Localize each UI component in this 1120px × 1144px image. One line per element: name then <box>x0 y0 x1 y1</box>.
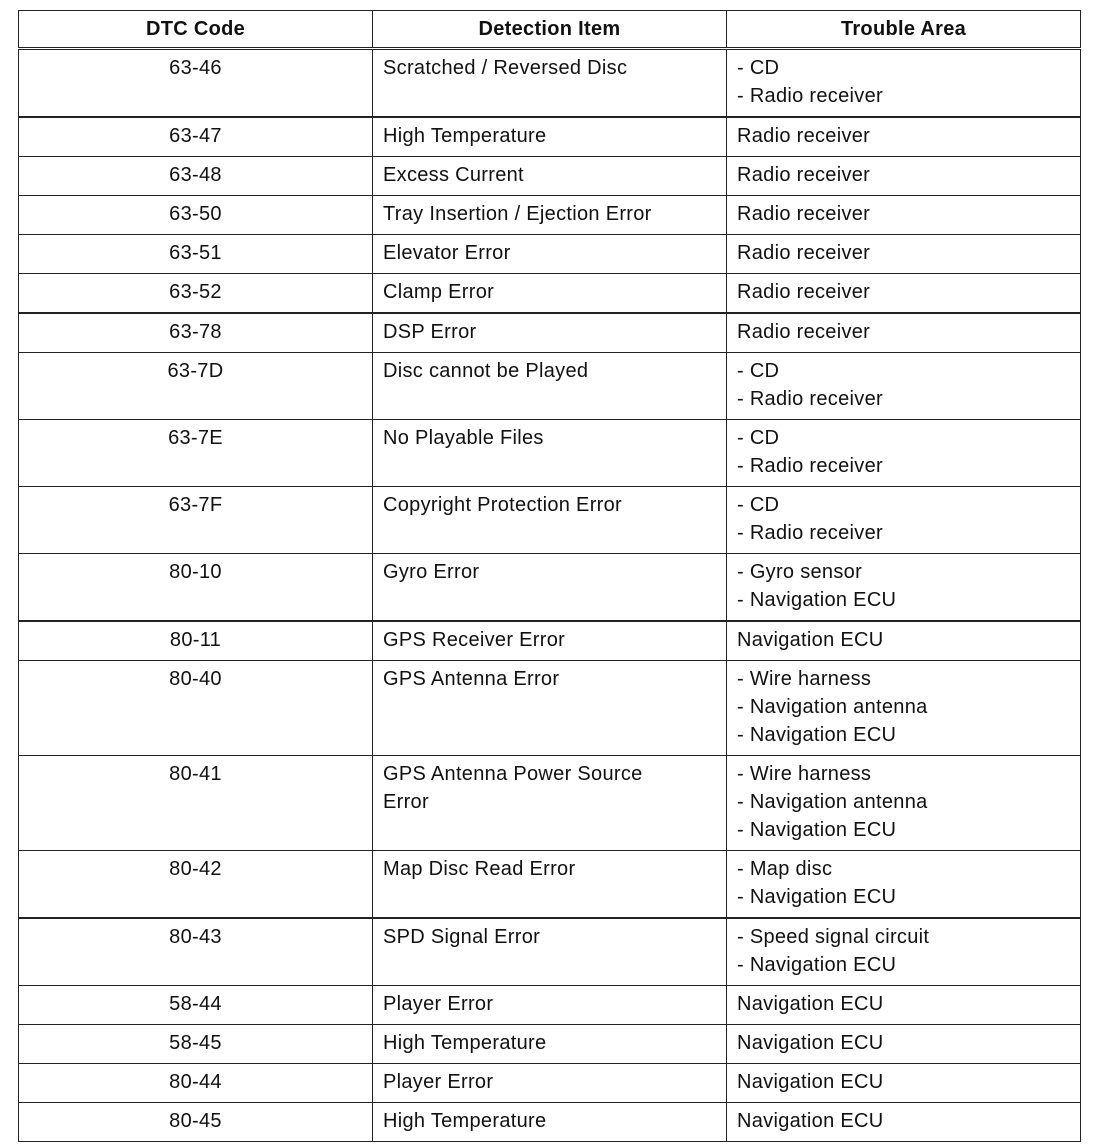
table-row <box>19 986 1081 1025</box>
dtc-code-cell: 80-41 <box>19 756 373 851</box>
trouble-area-text: - Radio receiver <box>737 388 883 410</box>
trouble-area-text: - Navigation ECU <box>737 724 897 746</box>
trouble-area-text: Navigation ECU <box>737 993 884 1015</box>
dtc-code-cell: 80-44 <box>19 1064 373 1103</box>
table-row <box>19 117 1081 157</box>
detection-item-text: Copyright Protection Error <box>383 494 623 516</box>
trouble-area-text: - Gyro sensor <box>737 561 863 583</box>
trouble-area-cell <box>727 621 1081 661</box>
trouble-area-cell <box>727 235 1081 274</box>
header-row <box>19 11 1081 49</box>
dtc-code-cell: 63-7D <box>19 353 373 420</box>
trouble-area-text: - Speed signal circuit <box>737 926 930 948</box>
detection-item-text: No Playable Files <box>383 427 544 449</box>
table-row <box>19 313 1081 353</box>
table-row <box>19 487 1081 554</box>
trouble-area-text: Radio receiver <box>737 321 871 343</box>
detection-item-cell <box>373 196 727 235</box>
trouble-area-cell <box>727 157 1081 196</box>
detection-item-text: GPS Antenna Error <box>383 668 560 690</box>
detection-item-text: Disc cannot be Played <box>383 360 589 382</box>
dtc-code-cell: 80-40 <box>19 661 373 756</box>
trouble-area-cell <box>727 554 1081 622</box>
trouble-area-cell <box>727 196 1081 235</box>
detection-item-cell <box>373 274 727 314</box>
table-row <box>19 196 1081 235</box>
detection-item-cell <box>373 756 727 851</box>
table-row <box>19 353 1081 420</box>
trouble-area-text: - Navigation antenna <box>737 791 928 813</box>
trouble-area-text: Navigation ECU <box>737 1071 884 1093</box>
trouble-area-text: - Navigation antenna <box>737 696 928 718</box>
detection-item-text: Player Error <box>383 1071 494 1093</box>
detection-item-cell <box>373 157 727 196</box>
dtc-table <box>18 10 1081 1142</box>
trouble-area-cell <box>727 851 1081 919</box>
dtc-code-cell: 63-50 <box>19 196 373 235</box>
dtc-code-cell: 80-42 <box>19 851 373 919</box>
detection-item-cell <box>373 851 727 919</box>
dtc-code-cell: 63-78 <box>19 313 373 353</box>
trouble-area-cell <box>727 1025 1081 1064</box>
trouble-area-text: - Wire harness <box>737 763 872 785</box>
trouble-area-text: - Map disc <box>737 858 833 880</box>
trouble-area-text: - CD <box>737 427 780 449</box>
detection-item-cell <box>373 49 727 118</box>
dtc-code-cell: 58-44 <box>19 986 373 1025</box>
table-header <box>19 11 1081 49</box>
detection-item-cell <box>373 235 727 274</box>
dtc-code-cell: 80-10 <box>19 554 373 622</box>
trouble-area-text: Radio receiver <box>737 164 871 186</box>
detection-item-cell <box>373 487 727 554</box>
detection-item-text: High Temperature <box>383 1032 547 1054</box>
detection-item-text: GPS Antenna Power Source <box>383 763 643 785</box>
detection-item-text: Error <box>383 791 429 813</box>
trouble-area-text: Radio receiver <box>737 242 871 264</box>
detection-item-text: High Temperature <box>383 1110 547 1132</box>
dtc-code-cell: 63-51 <box>19 235 373 274</box>
table-row <box>19 851 1081 919</box>
dtc-code-cell: 80-11 <box>19 621 373 661</box>
dtc-code-cell: 63-46 <box>19 49 373 118</box>
table-row <box>19 1025 1081 1064</box>
header-detection-item: Detection Item <box>373 11 727 49</box>
table-row <box>19 1103 1081 1142</box>
trouble-area-cell <box>727 420 1081 487</box>
detection-item-text: Elevator Error <box>383 242 511 264</box>
trouble-area-text: Radio receiver <box>737 281 871 303</box>
detection-item-text: High Temperature <box>383 125 547 147</box>
detection-item-text: Map Disc Read Error <box>383 858 576 880</box>
detection-item-cell <box>373 661 727 756</box>
trouble-area-cell <box>727 986 1081 1025</box>
detection-item-text: Excess Current <box>383 164 524 186</box>
detection-item-cell <box>373 117 727 157</box>
trouble-area-cell <box>727 918 1081 986</box>
table-row <box>19 554 1081 622</box>
trouble-area-cell <box>727 117 1081 157</box>
detection-item-text: Tray Insertion / Ejection Error <box>383 203 652 225</box>
detection-item-cell <box>373 554 727 622</box>
trouble-area-text: - Navigation ECU <box>737 886 897 908</box>
trouble-area-text: - Navigation ECU <box>737 954 897 976</box>
dtc-code-cell: 58-45 <box>19 1025 373 1064</box>
detection-item-text: GPS Receiver Error <box>383 629 566 651</box>
header-dtc-code: DTC Code <box>19 11 373 49</box>
dtc-code-cell: 80-45 <box>19 1103 373 1142</box>
table-row <box>19 274 1081 314</box>
table-row <box>19 235 1081 274</box>
table-row <box>19 621 1081 661</box>
detection-item-cell <box>373 621 727 661</box>
table-row <box>19 1064 1081 1103</box>
trouble-area-text: Radio receiver <box>737 125 871 147</box>
dtc-code-cell: 80-43 <box>19 918 373 986</box>
table-row <box>19 918 1081 986</box>
trouble-area-text: - Radio receiver <box>737 522 883 544</box>
table-row <box>19 420 1081 487</box>
dtc-code-cell: 63-52 <box>19 274 373 314</box>
trouble-area-text: - Radio receiver <box>737 455 883 477</box>
trouble-area-cell <box>727 1103 1081 1142</box>
detection-item-text: Gyro Error <box>383 561 480 583</box>
trouble-area-cell <box>727 49 1081 118</box>
detection-item-text: Clamp Error <box>383 281 495 303</box>
trouble-area-text: - Navigation ECU <box>737 589 897 611</box>
trouble-area-text: Navigation ECU <box>737 1032 884 1054</box>
trouble-area-cell <box>727 274 1081 314</box>
detection-item-cell <box>373 1064 727 1103</box>
dtc-code-cell: 63-48 <box>19 157 373 196</box>
trouble-area-text: - CD <box>737 360 780 382</box>
table-row <box>19 661 1081 756</box>
detection-item-cell <box>373 420 727 487</box>
trouble-area-text: Navigation ECU <box>737 1110 884 1132</box>
detection-item-text: Scratched / Reversed Disc <box>383 57 628 79</box>
detection-item-cell <box>373 986 727 1025</box>
trouble-area-cell <box>727 1064 1081 1103</box>
trouble-area-text: - Radio receiver <box>737 85 883 107</box>
trouble-area-text: - CD <box>737 494 780 516</box>
trouble-area-cell <box>727 487 1081 554</box>
detection-item-text: DSP Error <box>383 321 477 343</box>
table-body <box>19 49 1081 1142</box>
dtc-code-cell: 63-7E <box>19 420 373 487</box>
trouble-area-cell <box>727 756 1081 851</box>
trouble-area-cell <box>727 661 1081 756</box>
detection-item-cell <box>373 918 727 986</box>
dtc-code-cell: 63-7F <box>19 487 373 554</box>
trouble-area-text: - CD <box>737 57 780 79</box>
table-row <box>19 756 1081 851</box>
trouble-area-cell <box>727 353 1081 420</box>
trouble-area-cell <box>727 313 1081 353</box>
trouble-area-text: Radio receiver <box>737 203 871 225</box>
detection-item-cell <box>373 353 727 420</box>
detection-item-text: Player Error <box>383 993 494 1015</box>
trouble-area-text: - Wire harness <box>737 668 872 690</box>
table-row <box>19 49 1081 118</box>
table-row <box>19 157 1081 196</box>
trouble-area-text: - Navigation ECU <box>737 819 897 841</box>
detection-item-cell <box>373 1025 727 1064</box>
detection-item-cell <box>373 313 727 353</box>
dtc-code-cell: 63-47 <box>19 117 373 157</box>
detection-item-text: SPD Signal Error <box>383 926 541 948</box>
header-trouble-area: Trouble Area <box>727 11 1081 49</box>
detection-item-cell <box>373 1103 727 1142</box>
trouble-area-text: Navigation ECU <box>737 629 884 651</box>
